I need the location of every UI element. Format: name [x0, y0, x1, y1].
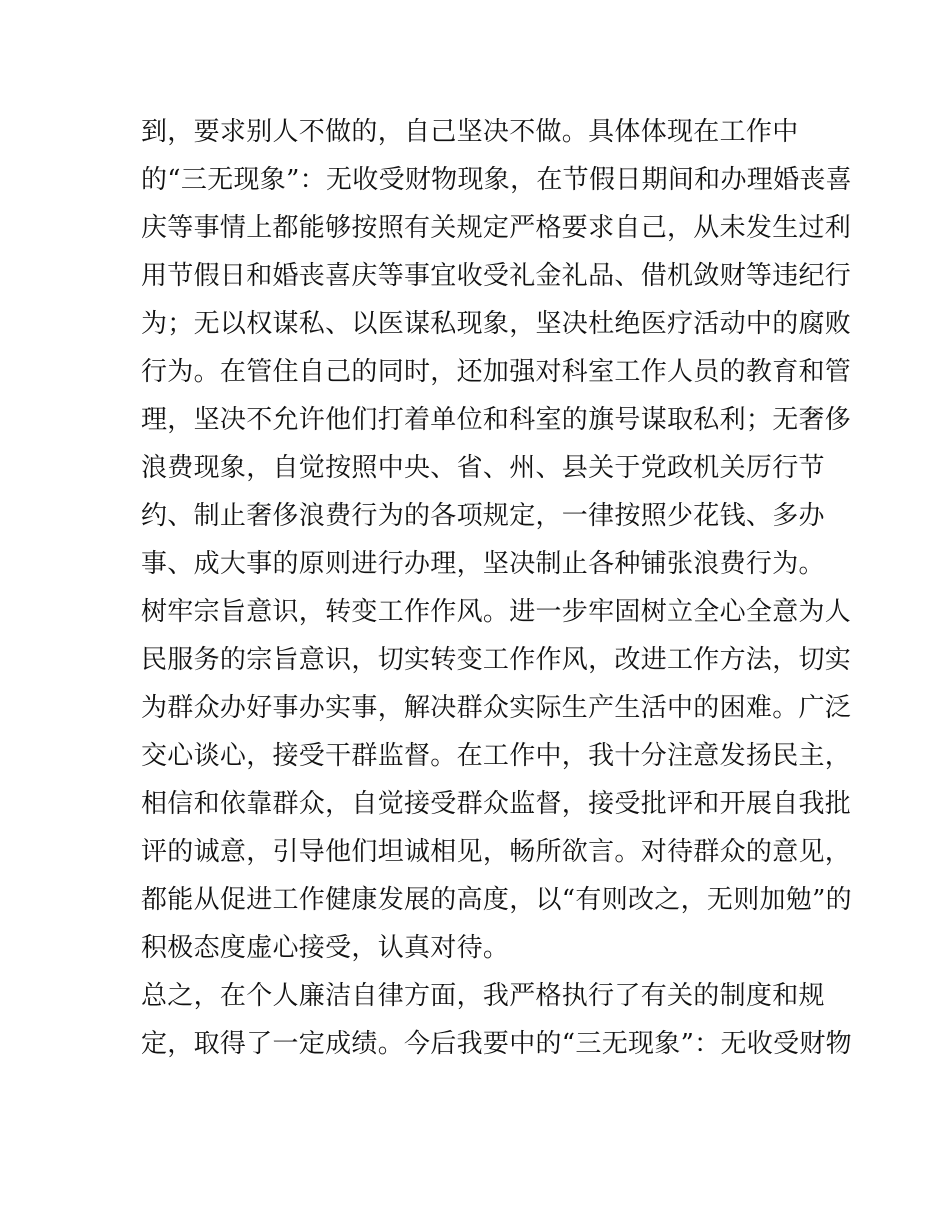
text-line: 事、成大事的原则进行办理，坚决制止各种铺张浪费行为。 — [141, 549, 825, 579]
text-line: 浪费现象，自觉按照中央、省、州、县关于党政机关厉行节 — [141, 453, 825, 483]
text-line: 总之，在个人廉洁自律方面，我严格执行了有关的制度和规 — [141, 981, 825, 1011]
text-line: 定，取得了一定成绩。今后我要中的“三无现象”：无收受财物 — [141, 1029, 852, 1059]
text-line: 都能从促进工作健康发展的高度，以“有则改之，无则加勉”的 — [141, 885, 852, 915]
text-line: 的“三无现象”：无收受财物现象，在节假日期间和办理婚丧喜 — [141, 165, 852, 195]
text-line: 评的诚意，引导他们坦诚相见，畅所欲言。对待群众的意见， — [141, 837, 852, 867]
text-line: 民服务的宗旨意识，切实转变工作作风，改进工作方法，切实 — [141, 645, 852, 675]
text-line: 约、制止奢侈浪费行为的各项规定，一律按照少花钱、多办 — [141, 501, 825, 531]
text-line: 用节假日和婚丧喜庆等事宜收受礼金礼品、借机敛财等违纪行 — [141, 261, 852, 291]
text-line: 到，要求别人不做的，自己坚决不做。具体体现在工作中 — [141, 117, 799, 147]
text-line: 庆等事情上都能够按照有关规定严格要求自己，从未发生过利 — [141, 213, 852, 243]
text-line: 树牢宗旨意识，转变工作作风。进一步牢固树立全心全意为人 — [141, 597, 852, 627]
text-line: 为群众办好事办实事，解决群众实际生产生活中的困难。广泛 — [141, 693, 852, 723]
text-line: 理，坚决不允许他们打着单位和科室的旗号谋取私利；无奢侈 — [141, 405, 852, 435]
text-line: 为；无以权谋私、以医谋私现象，坚决杜绝医疗活动中的腐败 — [141, 309, 852, 339]
text-line: 相信和依靠群众，自觉接受群众监督，接受批评和开展自我批 — [141, 789, 852, 819]
text-line: 积极态度虚心接受，认真对待。 — [141, 933, 510, 963]
text-line: 交心谈心，接受干群监督。在工作中，我十分注意发扬民主， — [141, 741, 852, 771]
document-body — [141, 108, 852, 1068]
text-line: 行为。在管住自己的同时，还加强对科室工作人员的教育和管 — [141, 357, 852, 387]
